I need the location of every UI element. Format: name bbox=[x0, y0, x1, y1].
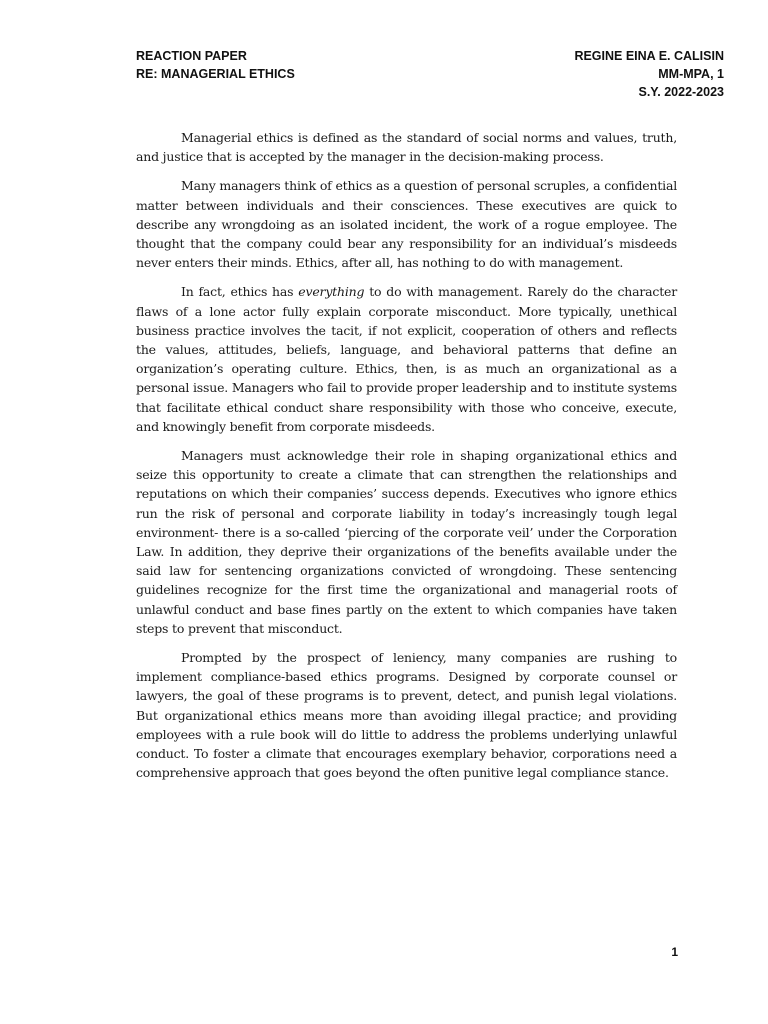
header-row-3 bbox=[136, 83, 724, 101]
document-subject: RE: MANAGERIAL ETHICS bbox=[136, 67, 295, 81]
header-row-1 bbox=[136, 47, 724, 65]
emphasized-word: everything bbox=[298, 284, 365, 300]
paragraph-5: Prompted by the prospect of leniency, many companies are rushing to implement compliance-based ethics programs. Designed by corporate counsel or lawyers, the goal of these programs is to prevent, detect, and punish legal violations. But organizational ethics means more than avoiding illegal practice; and providing employees with a rule book will do little to address the problems underlying unlawful conduct. To foster a climate that encourages exemplary behavior, corporations need a comprehensive approach that goes beyond the often punitive legal compliance stance. bbox=[136, 650, 677, 781]
paragraph-3-text-end: to do with management. Rarely do the character flaws of a lone actor fully explain corporate misconduct. More typically, unethical business practice involves the tacit, if not explicit, cooperation of others and reflects the values, attitudes, beliefs, language, and behavioral patterns that define an organization’s operating culture. Ethics, then, is as much an organizational as a personal issue. Managers who fail to provide proper leadership and to institute systems that facilitate ethical conduct share responsibility with those who conceive, execute, and knowingly benefit from corporate misdeeds. bbox=[136, 284, 677, 434]
page-number: 1 bbox=[671, 945, 678, 959]
author-name: REGINE EINA E. CALISIN bbox=[574, 49, 724, 63]
paragraph-3 bbox=[136, 282, 677, 436]
document-type: REACTION PAPER bbox=[136, 49, 247, 63]
paragraph-2: Many managers think of ethics as a question of personal scruples, a confidential matter between individuals and their consciences. These executives are quick to describe any wrongdoing as an isolated incident, the work of a rogue employee. The thought that the company could bear any responsibility for an individual’s misdeeds never enters their minds. Ethics, after all, has nothing to do with management. bbox=[136, 178, 677, 271]
paragraph-3-text-start: In fact, ethics has bbox=[181, 284, 299, 300]
document-body bbox=[136, 128, 677, 793]
paragraph-1: Managerial ethics is defined as the standard of social norms and values, truth, and justice that is accepted by the manager in the decision-making process. bbox=[136, 130, 677, 165]
program-label: MM-MPA, 1 bbox=[658, 67, 724, 81]
school-year: S.Y. 2022-2023 bbox=[638, 85, 724, 99]
document-header bbox=[136, 47, 724, 101]
paragraph-4: Managers must acknowledge their role in shaping organizational ethics and seize this opportunity to create a climate that can strengthen the relationships and reputations on which their companies’ success depends. Executives who ignore ethics run the risk of personal and corporate liability in today’s increasingly tough legal environment- there is a so-called ‘piercing of the corporate veil’ under the Corporation Law. In addition, they deprive their organizations of the benefits available under the said law for sentencing organizations convicted of wrongdoing. These sentencing guidelines recognize for the first time the organizational and managerial roots of unlawful conduct and base fines partly on the extent to which companies have taken steps to prevent that misconduct. bbox=[136, 448, 677, 636]
header-row-2 bbox=[136, 65, 724, 83]
